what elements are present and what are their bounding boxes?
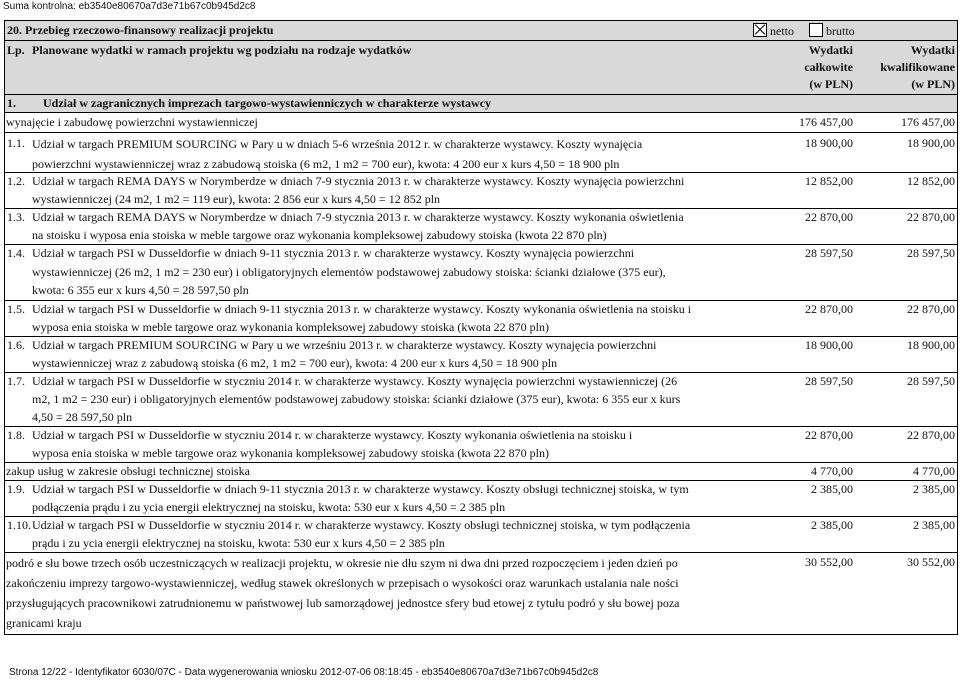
item-line: Udział w targach PSI w Dusseldorfie w dniach 9-11 stycznia 2013 r. w charakterze wystawcy. Koszty obsługi technicznej stoiska, w tym xyxy=(32,482,689,496)
table-row xyxy=(5,209,957,245)
item-total: 22 870,00 xyxy=(805,428,853,442)
travel-description xyxy=(6,553,756,633)
item-eligible: 28 597,50 xyxy=(907,374,955,388)
item-description xyxy=(32,134,757,174)
item-line: m2, 1 m2 = 230 eur) i obligatoryjnych elementów podstawowej zabudowy stoiska: ścianki działowe (375 eur), kwota: 6 355 eur x kurs xyxy=(32,392,681,406)
eligible-header-line3: (w PLN) xyxy=(911,77,955,91)
item-description xyxy=(32,372,757,426)
item-line: Udział w targach PREMIUM SOURCING w Pary u w dniach 5-6 września 2012 r. w charakterze wystawcy. Koszty wynajęcia xyxy=(32,137,643,151)
item-line: Udział w targach PREMIUM SOURCING w Pary u we wrześniu 2013 r. w charakterze wystawcy. Koszty wynajęcia powierzchni xyxy=(32,338,657,352)
item-line: Udział w targach REMA DAYS w Norymberdze w dniach 7-9 stycznia 2013 r. w charakterze wystawcy. Koszty wykonania oświetlenia xyxy=(32,210,684,224)
brutto-checkbox-icon[interactable] xyxy=(809,23,823,37)
table-row xyxy=(5,173,957,209)
item-eligible: 2 385,00 xyxy=(913,482,955,496)
travel-line: granicami kraju xyxy=(6,616,82,630)
table-row xyxy=(5,517,957,553)
item-description xyxy=(32,516,757,552)
table-row xyxy=(5,373,957,427)
table-row xyxy=(5,481,957,517)
item-line: wystawienniczej (26 m2, 1 m2 = 230 eur) i obligatoryjnych elementów podstawowej zabudowy stoiska: ścianki działowe (375 eur), xyxy=(32,264,666,279)
travel-line: zakończeniu imprezy targowo-wystawienniczej, według stawek określonych w przepisach o wysokości oraz warunkach ustalania nale ności xyxy=(6,576,679,590)
item-number: 1.3. xyxy=(7,210,25,224)
item-eligible: 22 870,00 xyxy=(907,210,955,224)
section-title: 20. Przebieg rzeczowo-finansowy realizacji projektu xyxy=(7,23,274,37)
travel-line: przysługujących pracownikowi zatrudnionemu w państwowej lub samorządowej jednostce sfery bud etowej z tytułu podró y słu bowej poza xyxy=(6,596,680,610)
category-title: Udział w zagranicznych imprezach targowo-wystawienniczych w charakterze wystawcy xyxy=(43,96,492,110)
item-description xyxy=(32,426,757,462)
item-description xyxy=(32,336,757,372)
subcategory-row-service xyxy=(5,463,957,481)
item-eligible: 12 852,00 xyxy=(907,174,955,188)
category-number: 1. xyxy=(7,96,16,110)
table-row xyxy=(5,245,957,301)
item-number: 1.6. xyxy=(7,338,25,352)
item-line: prądu i zu ycia energii elektrycznej na stoisku, kwota: 530 eur x kurs 4,50 = 2 385 pln xyxy=(32,536,445,550)
item-description xyxy=(32,208,757,244)
item-line: powierzchni wystawienniczej wraz z zabudową stoiska (6 m2, 1 m2 = 700 eur), kwota: 4 200 eur x kurs 4,50 = 18 900 pln xyxy=(32,157,620,171)
item-line: wyposa enia stoiska w meble targowe oraz wykonania kompleksowej zabudowy stoiska (kwota 22 870 pln) xyxy=(32,320,549,334)
subcategory-eligible: 4 770,00 xyxy=(913,464,955,478)
item-line: Udział w targach PSI w Dusseldorfie w styczniu 2014 r. w charakterze wystawcy. Koszty wynajęcia powierzchni wystawienniczej (26 xyxy=(32,374,678,388)
table-row xyxy=(5,337,957,373)
item-eligible: 18 900,00 xyxy=(907,136,955,150)
item-number: 1.2. xyxy=(7,174,25,188)
item-total: 28 597,50 xyxy=(805,374,853,388)
travel-row xyxy=(5,553,957,635)
item-total: 18 900,00 xyxy=(805,338,853,352)
item-eligible: 22 870,00 xyxy=(907,428,955,442)
item-total: 22 870,00 xyxy=(805,210,853,224)
item-total: 28 597,50 xyxy=(805,246,853,260)
item-line: wystawienniczej wraz z zabudową stoiska (6 m2, 1 m2 = 700 eur), kwota: 4 200 eur x kurs 4,50 = 18 900 pln xyxy=(32,356,558,370)
item-line: Udział w targach PSI w Dusseldorfie w styczniu 2014 r. w charakterze wystawcy. Koszty wykonania oświetlenia na stoisku i xyxy=(32,428,633,442)
total-header-line3: (w PLN) xyxy=(809,77,853,91)
item-number: 1.5. xyxy=(7,302,25,316)
item-number: 1.4. xyxy=(7,246,25,260)
table-row xyxy=(5,301,957,337)
table-row xyxy=(5,133,957,173)
item-line: kwota: 6 355 eur x kurs 4,50 = 28 597,50 pln xyxy=(32,283,249,297)
item-total: 22 870,00 xyxy=(805,302,853,316)
item-total: 2 385,00 xyxy=(811,518,853,532)
subcategory-title: wynajęcie i zabudowę powierzchni wystawienniczej xyxy=(6,115,258,129)
item-line: na stoisku i wyposa enia stoiska w meble targowe oraz wykonania kompleksowej zabudowy stoiska (kwota 22 870 pln) xyxy=(32,228,607,242)
netto-label: netto xyxy=(770,24,794,38)
subcategory-eligible: 176 457,00 xyxy=(901,115,955,129)
eligible-header-line1: Wydatki xyxy=(910,43,955,57)
item-number: 1.8. xyxy=(7,428,25,442)
subcategory-title: zakup usług w zakresie obsługi technicznej stoiska xyxy=(6,464,250,478)
brutto-label: brutto xyxy=(826,24,855,38)
travel-eligible: 30 552,00 xyxy=(907,555,955,569)
description-header: Planowane wydatki w ramach projektu wg podziału na rodzaje wydatków xyxy=(32,43,412,57)
category-row xyxy=(5,95,957,113)
table-row xyxy=(5,427,957,463)
cost-table xyxy=(4,20,958,635)
item-number: 1.9. xyxy=(7,482,25,496)
item-total: 12 852,00 xyxy=(805,174,853,188)
item-line: 4,50 = 28 597,50 pln xyxy=(32,410,133,424)
item-line: wystawienniczej (24 m2, 1 m2 = 119 eur), kwota: 2 856 eur x kurs 4,50 = 12 852 pln xyxy=(32,192,441,206)
page-footer: Strona 12/22 - Identyfikator 6030/07C - Data wygenerowania wniosku 2012-07-06 08:18:45 - eb3540e80670a7d3e71b67c0b945d2c8 xyxy=(9,667,599,678)
item-line: Udział w targach PSI w Dusseldorfie w styczniu 2014 r. w charakterze wystawcy. Koszty obsługi technicznej stoiska, w tym podłączenia xyxy=(32,518,691,532)
item-eligible: 18 900,00 xyxy=(907,338,955,352)
brutto-option[interactable] xyxy=(809,23,855,39)
checksum-text: Suma kontrolna: eb3540e80670a7d3e71b67c0b945d2c8 xyxy=(3,1,256,12)
travel-line: podró e słu bowe trzech osób uczestniczących w realizacji projektu, w okresie nie dłu szym ni dwa dni przed rozpoczęciem i jeden dzień po xyxy=(6,556,678,570)
section-header xyxy=(5,21,957,41)
item-line: Udział w targach PSI w Dusseldorfie w dniach 9-11 stycznia 2013 r. w charakterze wystawcy. Koszty wynajęcia powierzchni xyxy=(32,246,635,260)
item-line: wyposa enia stoiska w meble targowe oraz wykonania kompleksowej zabudowy stoiska (kwota 22 870 pln) xyxy=(32,446,549,460)
netto-option[interactable] xyxy=(753,23,794,39)
item-number: 1.1. xyxy=(7,136,25,150)
item-line: Udział w targach PSI w Dusseldorfie w dniach 9-11 stycznia 2013 r. w charakterze wystawcy. Koszty wykonania oświetlenia na stoisku i xyxy=(32,302,692,316)
column-header xyxy=(5,41,957,95)
item-eligible: 22 870,00 xyxy=(907,302,955,316)
item-description xyxy=(32,244,757,300)
item-number: 1.7. xyxy=(7,374,25,388)
item-total: 2 385,00 xyxy=(811,482,853,496)
item-description xyxy=(32,480,757,516)
total-header-line1: Wydatki xyxy=(808,43,853,57)
travel-total: 30 552,00 xyxy=(805,555,853,569)
item-line: Udział w targach REMA DAYS w Norymberdze w dniach 7-9 stycznia 2013 r. w charakterze wystawcy. Koszty wynajęcia powierzchni xyxy=(32,174,685,188)
item-description xyxy=(32,172,757,208)
lp-header: Lp. xyxy=(7,43,25,57)
item-total: 18 900,00 xyxy=(805,136,853,150)
item-eligible: 2 385,00 xyxy=(913,518,955,532)
netto-checkbox-checked-icon[interactable] xyxy=(753,23,767,37)
item-description xyxy=(32,300,757,336)
total-header-line2: całkowite xyxy=(804,60,853,74)
item-line: podłączenia prądu i zu ycia energii elektrycznej na stoisku, kwota: 530 eur x kurs 4,50 = 2 385 pln xyxy=(32,500,506,514)
eligible-header-line2: kwalifikowane xyxy=(880,60,955,74)
subcategory-total: 176 457,00 xyxy=(799,115,853,129)
item-eligible: 28 597,50 xyxy=(907,246,955,260)
item-number: 1.10. xyxy=(7,518,31,532)
subcategory-row-rental xyxy=(5,113,957,133)
subcategory-total: 4 770,00 xyxy=(811,464,853,478)
